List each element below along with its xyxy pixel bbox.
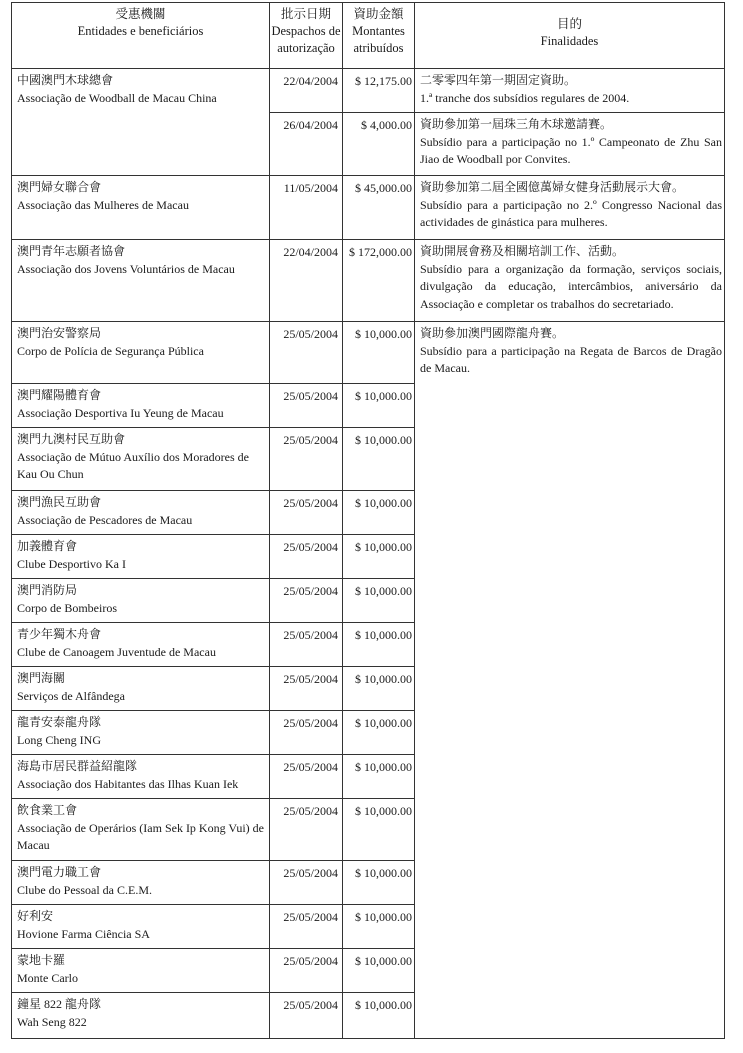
- amount-cell: $ 10,000.00: [343, 384, 415, 428]
- entity-cell: [12, 799, 270, 861]
- amount-cell: $ 10,000.00: [343, 579, 415, 623]
- date-cell: 11/05/2004: [270, 176, 343, 240]
- table-row: [12, 176, 725, 240]
- amount-cell: $ 10,000.00: [343, 905, 415, 949]
- amount-cell: $ 10,000.00: [343, 491, 415, 535]
- header-amount-pt1: Montantes: [352, 24, 405, 38]
- purpose-zh: 資助開展會務及相關培訓工作、活動。: [420, 244, 625, 258]
- entity-pt: Clube Desportivo Ka I: [17, 556, 126, 571]
- header-purpose-pt: Finalidades: [540, 34, 599, 48]
- entity-zh: 澳門治安警察局: [17, 326, 102, 340]
- purpose-cell: [415, 322, 725, 1039]
- entity-cell: [12, 755, 270, 799]
- entity-zh: 澳門消防局: [17, 583, 78, 597]
- table-row: [12, 240, 725, 322]
- amount-cell: $ 10,000.00: [343, 711, 415, 755]
- entity-cell: [12, 384, 270, 428]
- header-row: [12, 3, 725, 69]
- amount-cell: $ 10,000.00: [343, 535, 415, 579]
- date-cell: 22/04/2004: [270, 240, 343, 322]
- entity-pt: Associação das Mulheres de Macau: [17, 197, 189, 212]
- purpose-pt: Subsídio para a organização da formação, serviços sociais, divulgação da educação, intercâmbios, aniversário da Associação e completar os trabalhos do secretariado.: [420, 261, 722, 311]
- entity-pt: Associação de Mútuo Auxílio dos Moradores de Kau Ou Chun: [17, 449, 249, 481]
- entity-cell: [12, 535, 270, 579]
- purpose-pt: Subsídio para a participação na Regata de Barcos de Dragão de Macau.: [420, 343, 722, 375]
- date-cell: 25/05/2004: [270, 384, 343, 428]
- date-cell: 25/05/2004: [270, 711, 343, 755]
- date-cell: 25/05/2004: [270, 491, 343, 535]
- entity-cell: [12, 861, 270, 905]
- amount-cell: $ 10,000.00: [343, 322, 415, 384]
- amount-cell: $ 10,000.00: [343, 993, 415, 1039]
- entity-pt: Corpo de Bombeiros: [17, 600, 117, 615]
- entity-pt: Monte Carlo: [17, 970, 78, 985]
- entity-zh: 澳門九澳村民互助會: [17, 432, 126, 446]
- amount-cell: $ 10,000.00: [343, 861, 415, 905]
- entity-cell: [12, 176, 270, 240]
- entity-cell: [12, 949, 270, 993]
- entity-zh: 好利安: [17, 909, 54, 923]
- table-row: [12, 69, 725, 113]
- date-cell: 25/05/2004: [270, 799, 343, 861]
- entity-cell: [12, 491, 270, 535]
- entity-zh: 加義體育會: [17, 539, 78, 553]
- entity-cell: [12, 667, 270, 711]
- date-cell: 25/05/2004: [270, 993, 343, 1039]
- header-date: [270, 3, 343, 69]
- entity-cell: [12, 623, 270, 667]
- entity-cell: [12, 993, 270, 1039]
- header-entity-zh: 受惠機關: [115, 7, 166, 21]
- purpose-cell: [415, 176, 725, 240]
- entity-cell: [12, 711, 270, 755]
- purpose-zh: 資助參加第一屆珠三角木球邀請賽。: [420, 117, 613, 131]
- purpose-zh: 資助參加澳門國際龍舟賽。: [420, 326, 565, 340]
- entity-pt: Clube do Pessoal da C.E.M.: [17, 882, 152, 897]
- date-cell: 25/05/2004: [270, 623, 343, 667]
- entity-zh: 澳門青年志願者協會: [17, 244, 126, 258]
- entity-pt: Associação de Operários (Iam Sek Ip Kong Vui) de Macau: [17, 820, 264, 852]
- header-entity-pt: Entidades e beneficiários: [77, 24, 204, 38]
- entity-zh: 青少年獨木舟會: [17, 627, 102, 641]
- amount-cell: $ 10,000.00: [343, 949, 415, 993]
- header-date-pt2: autorização: [277, 41, 335, 55]
- header-date-zh: 批示日期: [280, 7, 331, 21]
- purpose-cell: [415, 240, 725, 322]
- entity-pt: Associação Desportiva Iu Yeung de Macau: [17, 405, 224, 420]
- header-amount-pt2: atribuídos: [353, 41, 404, 55]
- entity-zh: 鐘星 822 龍舟隊: [17, 997, 102, 1011]
- entity-zh: 澳門海關: [17, 671, 66, 685]
- header-purpose-zh: 目的: [556, 17, 582, 31]
- header-amount: [343, 3, 415, 69]
- date-cell: 25/05/2004: [270, 322, 343, 384]
- header-date-pt1: Despachos de: [271, 24, 341, 38]
- entity-pt: Corpo de Polícia de Segurança Pública: [17, 343, 204, 358]
- purpose-cell: [415, 69, 725, 113]
- entity-zh: 中國澳門木球總會: [17, 73, 114, 87]
- entity-cell: [12, 240, 270, 322]
- date-cell: 25/05/2004: [270, 861, 343, 905]
- date-cell: 25/05/2004: [270, 755, 343, 799]
- date-cell: 25/05/2004: [270, 579, 343, 623]
- entity-zh: 蒙地卡羅: [17, 953, 66, 967]
- amount-cell: $ 4,000.00: [343, 113, 415, 176]
- amount-cell: $ 45,000.00: [343, 176, 415, 240]
- purpose-pt: 1.ª tranche dos subsídios regulares de 2004.: [420, 90, 630, 105]
- entity-pt: Associação dos Jovens Voluntários de Macau: [17, 261, 235, 276]
- amount-cell: $ 172,000.00: [343, 240, 415, 322]
- entity-pt: Hovione Farma Ciência SA: [17, 926, 150, 941]
- entity-zh: 澳門婦女聯合會: [17, 180, 102, 194]
- header-amount-zh: 資助金額: [353, 7, 404, 21]
- subsidies-table: [11, 2, 725, 1039]
- purpose-pt: Subsídio para a participação no 2.º Congresso Nacional das actividades de ginástica para mulheres.: [420, 197, 722, 229]
- entity-cell: [12, 69, 270, 176]
- date-cell: 25/05/2004: [270, 949, 343, 993]
- entity-pt: Long Cheng ING: [17, 732, 101, 747]
- entity-zh: 澳門耀陽體育會: [17, 388, 102, 402]
- entity-pt: Associação de Pescadores de Macau: [17, 512, 193, 527]
- entity-pt: Wah Seng 822: [17, 1014, 87, 1029]
- date-cell: 25/05/2004: [270, 905, 343, 949]
- amount-cell: $ 10,000.00: [343, 799, 415, 861]
- date-cell: 26/04/2004: [270, 113, 343, 176]
- entity-cell: [12, 428, 270, 491]
- header-purpose: [415, 3, 725, 69]
- entity-zh: 澳門電力職工會: [17, 865, 102, 879]
- entity-pt: Associação de Woodball de Macau China: [17, 90, 217, 105]
- amount-cell: $ 10,000.00: [343, 623, 415, 667]
- date-cell: 25/05/2004: [270, 535, 343, 579]
- purpose-zh: 二零零四年第一期固定資助。: [420, 73, 577, 87]
- entity-cell: [12, 579, 270, 623]
- entity-zh: 龍青安泰龍舟隊: [17, 715, 102, 729]
- entity-zh: 飲食業工會: [17, 803, 78, 817]
- entity-cell: [12, 322, 270, 384]
- date-cell: 25/05/2004: [270, 667, 343, 711]
- entity-pt: Associação dos Habitantes das Ilhas Kuan Iek: [17, 776, 239, 791]
- entity-pt: Clube de Canoagem Juventude de Macau: [17, 644, 216, 659]
- purpose-zh: 資助參加第二屆全國億萬婦女健身活動展示大會。: [420, 180, 685, 194]
- table-row: [12, 322, 725, 384]
- amount-cell: $ 10,000.00: [343, 667, 415, 711]
- date-cell: 22/04/2004: [270, 69, 343, 113]
- purpose-pt: Subsídio para a participação no 1.º Campeonato de Zhu San Jiao de Woodball por Convites.: [420, 134, 722, 166]
- amount-cell: $ 10,000.00: [343, 428, 415, 491]
- entity-zh: 澳門漁民互助會: [17, 495, 102, 509]
- entity-cell: [12, 905, 270, 949]
- amount-cell: $ 10,000.00: [343, 755, 415, 799]
- amount-cell: $ 12,175.00: [343, 69, 415, 113]
- entity-pt: Serviços de Alfândega: [17, 688, 125, 703]
- purpose-cell: [415, 113, 725, 176]
- date-cell: 25/05/2004: [270, 428, 343, 491]
- entity-zh: 海島市居民群益紹龍隊: [17, 759, 138, 773]
- header-entity: [12, 3, 270, 69]
